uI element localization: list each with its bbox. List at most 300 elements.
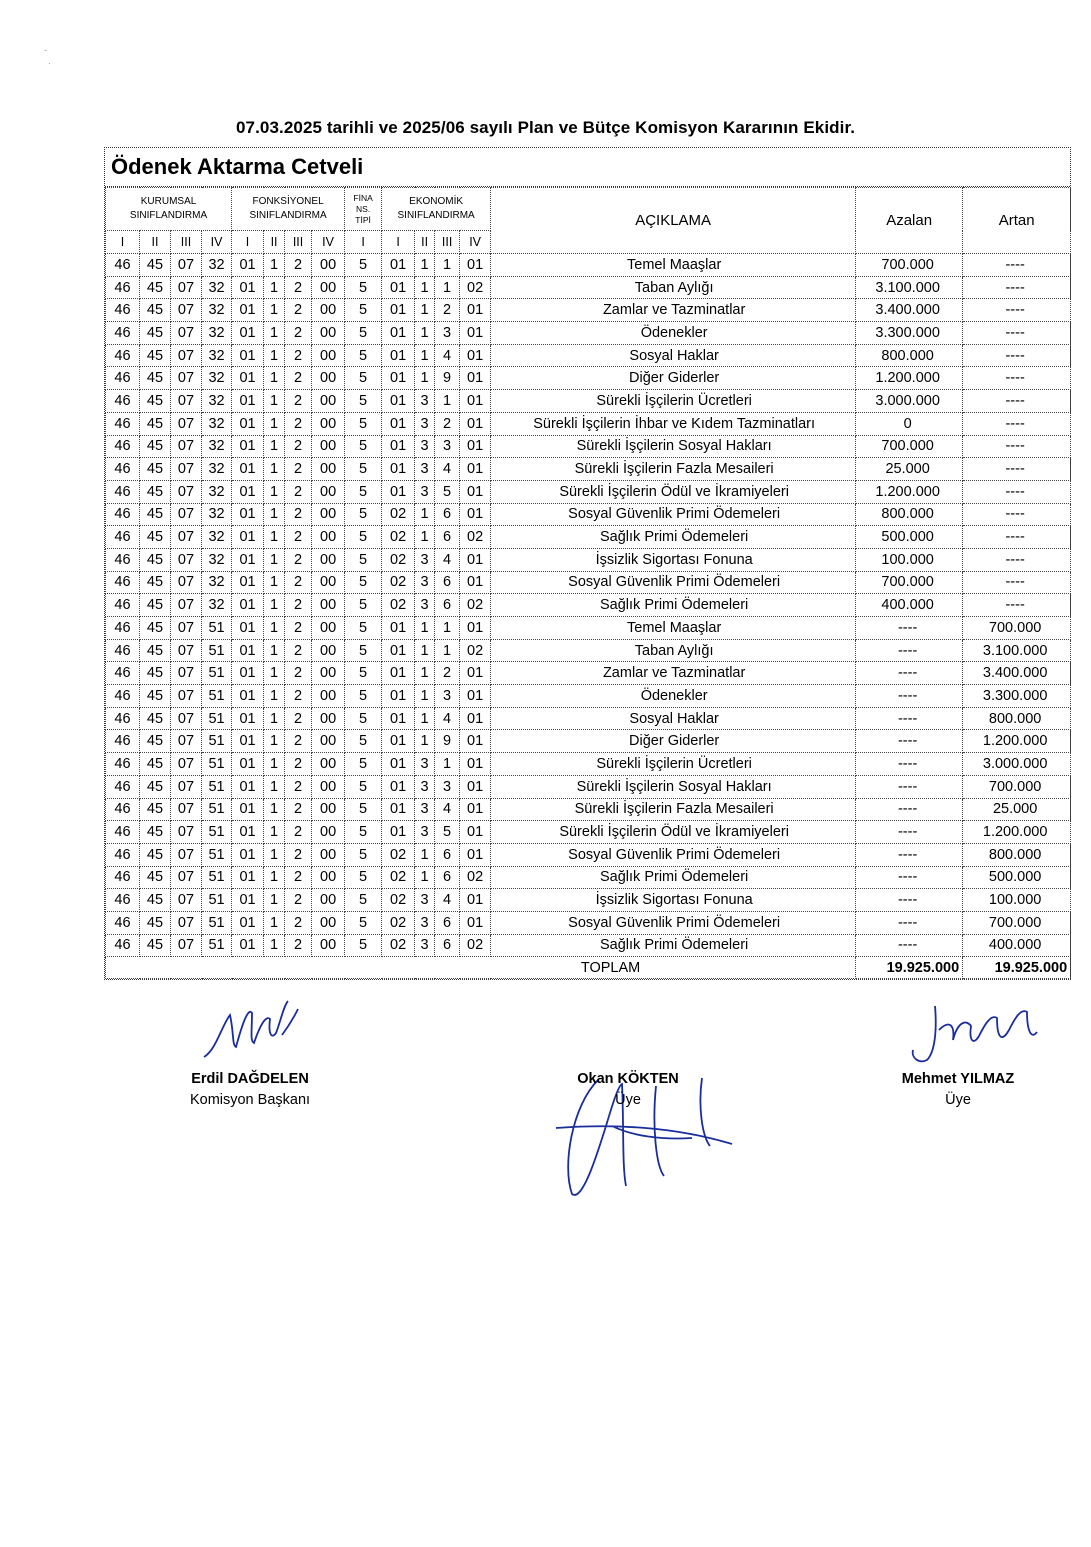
fonksiyonel-code-cell: 1	[264, 753, 285, 776]
aciklama-cell: Sürekli İşçilerin Ücretleri	[491, 753, 856, 776]
table-row	[106, 934, 1071, 957]
fonksiyonel-code-cell: 2	[285, 934, 312, 957]
ekonomik-code-cell: 1	[415, 843, 435, 866]
table-row	[106, 390, 1071, 413]
fonksiyonel-code-cell: 01	[232, 390, 264, 413]
fonksiyonel-code-cell: 00	[312, 775, 345, 798]
azalan-cell: ----	[856, 934, 963, 957]
fonksiyonel-code-cell: 2	[285, 458, 312, 481]
fonksiyonel-code-cell: 00	[312, 458, 345, 481]
ekonomik-code-cell: 02	[382, 571, 415, 594]
ekonomik-code-cell: 01	[460, 798, 491, 821]
fonksiyonel-code-cell: 1	[264, 412, 285, 435]
finans-code-cell: 5	[345, 412, 382, 435]
sub-header-cell: I	[382, 231, 415, 254]
ekonomik-code-cell: 3	[415, 889, 435, 912]
ekonomik-code-cell: 01	[460, 753, 491, 776]
finans-code-cell: 5	[345, 480, 382, 503]
finans-code-cell: 5	[345, 753, 382, 776]
table-row	[106, 412, 1071, 435]
ekonomik-code-cell: 01	[460, 390, 491, 413]
aciklama-cell: Sosyal Güvenlik Primi Ödemeleri	[491, 843, 856, 866]
signatory-role: Üye	[615, 1092, 641, 1108]
fonksiyonel-code-cell: 1	[264, 367, 285, 390]
appropriation-sheet	[104, 147, 1071, 980]
kurumsal-code-cell: 32	[202, 390, 232, 413]
sub-header-cell: II	[140, 231, 171, 254]
ekonomik-code-cell: 01	[382, 390, 415, 413]
table-row	[106, 594, 1071, 617]
table-row	[106, 299, 1071, 322]
aciklama-cell: Sağlık Primi Ödemeleri	[491, 594, 856, 617]
artan-cell: 3.000.000	[963, 753, 1071, 776]
azalan-cell: ----	[856, 685, 963, 708]
fonksiyonel-code-cell: 1	[264, 730, 285, 753]
kurumsal-code-cell: 45	[140, 322, 171, 345]
fonksiyonel-code-cell: 1	[264, 617, 285, 640]
sub-header-cell: IV	[312, 231, 345, 254]
fonksiyonel-code-cell: 01	[232, 322, 264, 345]
fonksiyonel-code-cell: 00	[312, 367, 345, 390]
kurumsal-code-cell: 46	[106, 821, 140, 844]
aciklama-cell: Taban Aylığı	[491, 276, 856, 299]
signatory-name: Okan KÖKTEN	[577, 1071, 679, 1087]
fonksiyonel-code-cell: 2	[285, 322, 312, 345]
kurumsal-code-cell: 07	[171, 526, 202, 549]
fonksiyonel-code-cell: 01	[232, 435, 264, 458]
kurumsal-code-cell: 46	[106, 753, 140, 776]
table-row	[106, 821, 1071, 844]
ekonomik-code-cell: 3	[415, 775, 435, 798]
kurumsal-code-cell: 46	[106, 367, 140, 390]
kurumsal-code-cell: 45	[140, 821, 171, 844]
kurumsal-code-cell: 51	[202, 662, 232, 685]
finans-code-cell: 5	[345, 548, 382, 571]
ekonomik-code-cell: 01	[460, 322, 491, 345]
ekonomik-code-cell: 01	[460, 821, 491, 844]
ekonomik-code-cell: 1	[415, 707, 435, 730]
kurumsal-code-cell: 51	[202, 798, 232, 821]
ekonomik-code-cell: 5	[435, 480, 460, 503]
ekonomik-code-cell: 1	[435, 617, 460, 640]
azalan-cell: ----	[856, 753, 963, 776]
table-row	[106, 480, 1071, 503]
kurumsal-code-cell: 45	[140, 707, 171, 730]
kurumsal-code-cell: 07	[171, 548, 202, 571]
kurumsal-code-cell: 07	[171, 412, 202, 435]
kurumsal-code-cell: 46	[106, 435, 140, 458]
artan-cell: 25.000	[963, 798, 1071, 821]
fonksiyonel-code-cell: 01	[232, 866, 264, 889]
aciklama-cell: Sürekli İşçilerin Fazla Mesaileri	[491, 798, 856, 821]
ekonomik-code-cell: 01	[460, 412, 491, 435]
finans-code-cell: 5	[345, 707, 382, 730]
ekonomik-code-cell: 01	[460, 843, 491, 866]
fonksiyonel-code-cell: 2	[285, 707, 312, 730]
fonksiyonel-code-cell: 00	[312, 843, 345, 866]
artan-cell: ----	[963, 503, 1071, 526]
kurumsal-code-cell: 46	[106, 458, 140, 481]
fonksiyonel-code-cell: 01	[232, 685, 264, 708]
finans-code-cell: 5	[345, 889, 382, 912]
sub-header-cell: IV	[202, 231, 232, 254]
ekonomik-code-cell: 01	[460, 299, 491, 322]
finans-code-cell: 5	[345, 775, 382, 798]
fonksiyonel-header: FONKSİYONEL SINIFLANDIRMA	[232, 188, 345, 231]
fonksiyonel-code-cell: 00	[312, 390, 345, 413]
artan-cell: 700.000	[963, 775, 1071, 798]
table-row	[106, 367, 1071, 390]
aciklama-cell: Sosyal Haklar	[491, 344, 856, 367]
ekonomik-code-cell: 6	[435, 571, 460, 594]
fonksiyonel-code-cell: 1	[264, 798, 285, 821]
artan-cell: ----	[963, 435, 1071, 458]
table-row	[106, 843, 1071, 866]
artan-cell: 400.000	[963, 934, 1071, 957]
table-row	[106, 322, 1071, 345]
kurumsal-code-cell: 32	[202, 480, 232, 503]
kurumsal-code-cell: 07	[171, 480, 202, 503]
kurumsal-header: KURUMSAL SINIFLANDIRMA	[106, 188, 232, 231]
ekonomik-code-cell: 1	[415, 299, 435, 322]
azalan-cell: ----	[856, 911, 963, 934]
ekonomik-code-cell: 2	[435, 299, 460, 322]
fonksiyonel-code-cell: 2	[285, 798, 312, 821]
table-row	[106, 344, 1071, 367]
ekonomik-code-cell: 3	[435, 685, 460, 708]
fonksiyonel-code-cell: 1	[264, 662, 285, 685]
ekonomik-code-cell: 02	[382, 911, 415, 934]
table-row	[106, 254, 1071, 277]
ekonomik-code-cell: 6	[435, 934, 460, 957]
kurumsal-code-cell: 07	[171, 798, 202, 821]
kurumsal-code-cell: 46	[106, 730, 140, 753]
artan-cell: 1.200.000	[963, 821, 1071, 844]
fonksiyonel-code-cell: 00	[312, 617, 345, 640]
fonksiyonel-code-cell: 1	[264, 707, 285, 730]
kurumsal-code-cell: 07	[171, 843, 202, 866]
fonksiyonel-code-cell: 2	[285, 753, 312, 776]
fonksiyonel-code-cell: 01	[232, 254, 264, 277]
ekonomik-code-cell: 3	[415, 934, 435, 957]
ekonomik-code-cell: 01	[382, 367, 415, 390]
ekonomik-code-cell: 01	[460, 503, 491, 526]
kurumsal-code-cell: 07	[171, 866, 202, 889]
kurumsal-code-cell: 46	[106, 526, 140, 549]
fonksiyonel-code-cell: 01	[232, 889, 264, 912]
fonksiyonel-code-cell: 2	[285, 390, 312, 413]
ekonomik-code-cell: 1	[415, 639, 435, 662]
fonksiyonel-code-cell: 2	[285, 775, 312, 798]
finans-code-cell: 5	[345, 685, 382, 708]
aciklama-cell: Sosyal Güvenlik Primi Ödemeleri	[491, 571, 856, 594]
fonksiyonel-code-cell: 00	[312, 821, 345, 844]
table-row	[106, 571, 1071, 594]
kurumsal-code-cell: 07	[171, 934, 202, 957]
kurumsal-code-cell: 46	[106, 775, 140, 798]
fonksiyonel-code-cell: 1	[264, 548, 285, 571]
kurumsal-code-cell: 45	[140, 843, 171, 866]
ekonomik-code-cell: 01	[382, 458, 415, 481]
artan-cell: ----	[963, 480, 1071, 503]
fonksiyonel-code-cell: 00	[312, 299, 345, 322]
ekonomik-code-cell: 1	[435, 254, 460, 277]
artan-cell: 700.000	[963, 617, 1071, 640]
fonksiyonel-code-cell: 01	[232, 934, 264, 957]
kurumsal-code-cell: 46	[106, 390, 140, 413]
ekonomik-code-cell: 01	[460, 344, 491, 367]
azalan-cell: 25.000	[856, 458, 963, 481]
table-row	[106, 435, 1071, 458]
ekonomik-code-cell: 01	[382, 276, 415, 299]
azalan-cell: 500.000	[856, 526, 963, 549]
fonksiyonel-code-cell: 01	[232, 775, 264, 798]
ekonomik-code-cell: 01	[382, 322, 415, 345]
ekonomik-code-cell: 1	[415, 276, 435, 299]
ekonomik-code-cell: 1	[415, 254, 435, 277]
aciklama-cell: Sürekli İşçilerin Fazla Mesaileri	[491, 458, 856, 481]
aciklama-cell: Sosyal Haklar	[491, 707, 856, 730]
fonksiyonel-code-cell: 2	[285, 889, 312, 912]
table-row	[106, 798, 1071, 821]
kurumsal-code-cell: 07	[171, 344, 202, 367]
signature-mehmet	[858, 1071, 1058, 1108]
header-group-row	[106, 188, 1071, 231]
aciklama-cell: Diğer Giderler	[491, 367, 856, 390]
table-row	[106, 458, 1071, 481]
fonksiyonel-code-cell: 00	[312, 594, 345, 617]
fonksiyonel-code-cell: 1	[264, 254, 285, 277]
finans-code-cell: 5	[345, 843, 382, 866]
ekonomik-code-cell: 6	[435, 594, 460, 617]
sub-header-cell: I	[345, 231, 382, 254]
fonksiyonel-code-cell: 00	[312, 412, 345, 435]
kurumsal-code-cell: 45	[140, 526, 171, 549]
ekonomik-code-cell: 01	[382, 685, 415, 708]
kurumsal-code-cell: 07	[171, 821, 202, 844]
ekonomik-code-cell: 3	[415, 390, 435, 413]
fonksiyonel-code-cell: 01	[232, 753, 264, 776]
azalan-cell: ----	[856, 889, 963, 912]
finans-code-cell: 5	[345, 299, 382, 322]
kurumsal-code-cell: 07	[171, 617, 202, 640]
kurumsal-code-cell: 07	[171, 458, 202, 481]
ekonomik-code-cell: 01	[382, 798, 415, 821]
azalan-cell: 3.100.000	[856, 276, 963, 299]
kurumsal-code-cell: 07	[171, 299, 202, 322]
fonksiyonel-code-cell: 01	[232, 594, 264, 617]
kurumsal-code-cell: 07	[171, 775, 202, 798]
kurumsal-code-cell: 51	[202, 911, 232, 934]
artan-cell: ----	[963, 548, 1071, 571]
kurumsal-code-cell: 46	[106, 594, 140, 617]
table-row	[106, 503, 1071, 526]
ekonomik-code-cell: 3	[435, 435, 460, 458]
kurumsal-code-cell: 51	[202, 866, 232, 889]
ekonomik-code-cell: 01	[460, 435, 491, 458]
fonksiyonel-code-cell: 00	[312, 685, 345, 708]
fonksiyonel-code-cell: 00	[312, 548, 345, 571]
fonksiyonel-code-cell: 01	[232, 798, 264, 821]
ekonomik-code-cell: 01	[382, 254, 415, 277]
kurumsal-code-cell: 32	[202, 367, 232, 390]
fonksiyonel-code-cell: 00	[312, 276, 345, 299]
fonksiyonel-code-cell: 01	[232, 344, 264, 367]
kurumsal-code-cell: 45	[140, 548, 171, 571]
kurumsal-code-cell: 07	[171, 753, 202, 776]
kurumsal-code-cell: 07	[171, 662, 202, 685]
finans-code-cell: 5	[345, 662, 382, 685]
kurumsal-code-cell: 45	[140, 639, 171, 662]
table-row	[106, 526, 1071, 549]
ekonomik-code-cell: 02	[382, 548, 415, 571]
fonksiyonel-code-cell: 1	[264, 276, 285, 299]
kurumsal-code-cell: 45	[140, 617, 171, 640]
fonksiyonel-code-cell: 00	[312, 662, 345, 685]
kurumsal-code-cell: 45	[140, 390, 171, 413]
azalan-cell: ----	[856, 617, 963, 640]
fonksiyonel-code-cell: 00	[312, 730, 345, 753]
fonksiyonel-code-cell: 2	[285, 276, 312, 299]
fonksiyonel-code-cell: 00	[312, 866, 345, 889]
artan-cell: 700.000	[963, 911, 1071, 934]
ekonomik-code-cell: 01	[460, 685, 491, 708]
aciklama-cell: Sağlık Primi Ödemeleri	[491, 526, 856, 549]
azalan-cell: 700.000	[856, 435, 963, 458]
kurumsal-code-cell: 46	[106, 866, 140, 889]
fonksiyonel-code-cell: 01	[232, 639, 264, 662]
kurumsal-code-cell: 07	[171, 254, 202, 277]
kurumsal-code-cell: 32	[202, 435, 232, 458]
kurumsal-code-cell: 45	[140, 276, 171, 299]
artan-cell: ----	[963, 344, 1071, 367]
fonksiyonel-code-cell: 01	[232, 367, 264, 390]
kurumsal-code-cell: 07	[171, 707, 202, 730]
ekonomik-code-cell: 02	[382, 934, 415, 957]
ekonomik-code-cell: 02	[382, 843, 415, 866]
fonksiyonel-code-cell: 00	[312, 503, 345, 526]
ekonomik-code-cell: 02	[382, 503, 415, 526]
ekonomik-code-cell: 01	[382, 617, 415, 640]
finans-code-cell: 5	[345, 344, 382, 367]
ekonomik-code-cell: 3	[415, 753, 435, 776]
ekonomik-code-cell: 01	[382, 344, 415, 367]
ekonomik-code-cell: 01	[460, 571, 491, 594]
aciklama-cell: Sürekli İşçilerin Ücretleri	[491, 390, 856, 413]
fonksiyonel-code-cell: 01	[232, 821, 264, 844]
azalan-cell: ----	[856, 707, 963, 730]
artan-cell: 3.100.000	[963, 639, 1071, 662]
kurumsal-code-cell: 45	[140, 299, 171, 322]
artan-cell: ----	[963, 322, 1071, 345]
fonksiyonel-code-cell: 2	[285, 911, 312, 934]
table-row	[106, 889, 1071, 912]
ekonomik-code-cell: 6	[435, 866, 460, 889]
scan-artifact: ·	[48, 58, 51, 68]
sub-header-cell: III	[435, 231, 460, 254]
ekonomik-code-cell: 01	[460, 480, 491, 503]
fonksiyonel-code-cell: 2	[285, 299, 312, 322]
fonksiyonel-code-cell: 2	[285, 412, 312, 435]
fonksiyonel-code-cell: 01	[232, 276, 264, 299]
ekonomik-code-cell: 02	[460, 866, 491, 889]
kurumsal-code-cell: 51	[202, 775, 232, 798]
signatory-role: Üye	[945, 1092, 971, 1108]
kurumsal-code-cell: 45	[140, 753, 171, 776]
kurumsal-code-cell: 46	[106, 911, 140, 934]
finans-code-cell: 5	[345, 571, 382, 594]
kurumsal-code-cell: 46	[106, 707, 140, 730]
azalan-cell: 400.000	[856, 594, 963, 617]
fonksiyonel-code-cell: 00	[312, 753, 345, 776]
table-row	[106, 775, 1071, 798]
kurumsal-code-cell: 45	[140, 458, 171, 481]
fonksiyonel-code-cell: 01	[232, 617, 264, 640]
artan-cell: ----	[963, 390, 1071, 413]
kurumsal-code-cell: 45	[140, 503, 171, 526]
kurumsal-code-cell: 45	[140, 775, 171, 798]
artan-cell: 100.000	[963, 889, 1071, 912]
ekonomik-code-cell: 01	[382, 412, 415, 435]
kurumsal-code-cell: 32	[202, 458, 232, 481]
kurumsal-code-cell: 32	[202, 276, 232, 299]
ekonomik-header: EKONOMİK SINIFLANDIRMA	[382, 188, 491, 231]
sub-header-cell: I	[232, 231, 264, 254]
finans-code-cell: 5	[345, 594, 382, 617]
fonksiyonel-code-cell: 1	[264, 390, 285, 413]
kurumsal-code-cell: 32	[202, 299, 232, 322]
artan-cell: 3.300.000	[963, 685, 1071, 708]
fonksiyonel-code-cell: 01	[232, 662, 264, 685]
kurumsal-code-cell: 32	[202, 254, 232, 277]
ekonomik-code-cell: 1	[415, 685, 435, 708]
appropriation-table	[105, 187, 1071, 979]
kurumsal-code-cell: 32	[202, 548, 232, 571]
azalan-cell: ----	[856, 798, 963, 821]
ekonomik-code-cell: 02	[460, 934, 491, 957]
ekonomik-code-cell: 1	[435, 276, 460, 299]
table-row	[106, 685, 1071, 708]
kurumsal-code-cell: 07	[171, 685, 202, 708]
ekonomik-code-cell: 02	[460, 526, 491, 549]
fonksiyonel-code-cell: 1	[264, 503, 285, 526]
kurumsal-code-cell: 46	[106, 889, 140, 912]
artan-cell: ----	[963, 254, 1071, 277]
signature-drawing-1	[196, 995, 306, 1070]
ekonomik-code-cell: 4	[435, 798, 460, 821]
fonksiyonel-code-cell: 2	[285, 435, 312, 458]
ekonomik-code-cell: 2	[435, 412, 460, 435]
table-title: Ödenek Aktarma Cetveli	[105, 148, 1070, 187]
ekonomik-code-cell: 6	[435, 503, 460, 526]
finans-code-cell: 5	[345, 435, 382, 458]
fonksiyonel-code-cell: 1	[264, 435, 285, 458]
fonksiyonel-code-cell: 00	[312, 526, 345, 549]
aciklama-cell: Sürekli İşçilerin Sosyal Hakları	[491, 775, 856, 798]
fonksiyonel-code-cell: 1	[264, 866, 285, 889]
kurumsal-code-cell: 46	[106, 798, 140, 821]
kurumsal-code-cell: 32	[202, 571, 232, 594]
ekonomik-code-cell: 01	[382, 299, 415, 322]
ekonomik-code-cell: 01	[460, 730, 491, 753]
ekonomik-code-cell: 1	[415, 617, 435, 640]
kurumsal-code-cell: 51	[202, 889, 232, 912]
finans-header: FİNA NS. TİPİ	[345, 188, 382, 231]
ekonomik-code-cell: 1	[415, 866, 435, 889]
signatory-role: Komisyon Başkanı	[189, 1092, 311, 1108]
finans-code-cell: 5	[345, 367, 382, 390]
fonksiyonel-code-cell: 2	[285, 548, 312, 571]
